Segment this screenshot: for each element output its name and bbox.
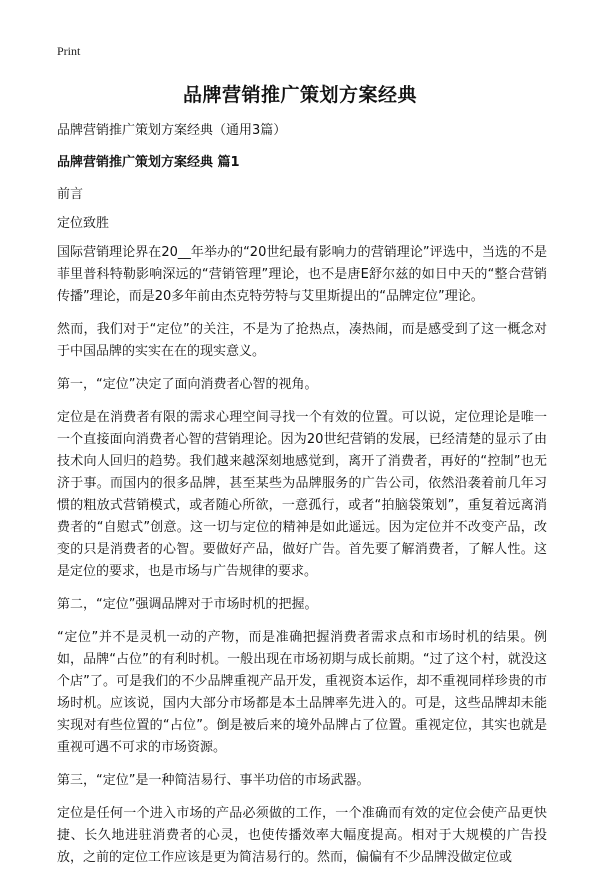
- page-title: 品牌营销推广策划方案经典: [182, 84, 417, 106]
- section-heading: 品牌营销推广策划方案经典 篇1: [57, 155, 240, 170]
- document-body: [57, 120, 547, 880]
- positioning-heading: 定位致胜: [57, 216, 110, 231]
- point-one-heading: 第一，“定位”决定了面向消费者心智的视角。: [57, 377, 318, 392]
- document-subtitle: 品牌营销推广策划方案经典（通用3篇）: [57, 123, 287, 138]
- print-link[interactable]: Print: [57, 44, 81, 58]
- paragraph-significance: 然而，我们对于“定位”的关注，不是为了抢热点，凑热闹，而是感受到了这一概念对于中国品牌的实实在在的现实意义。: [57, 322, 547, 359]
- paragraph-point-one: 定位是在消费者有限的需求心理空间寻找一个有效的位置。可以说，定位理论是唯一一个直接面向消费者心智的营销理论。因为20世纪营销的发展，已经清楚的显示了由技术向人回归的趋势。我们越来越深刻地感觉到，离开了消费者，再好的“控制”也无济于事。而国内的很多品牌，甚至某些为品牌服务的广告公司，依然沿袭着前几年习惯的粗放式营销模式，或者随心所欲，一意孤行，或者“拍脑袋策划”，重复着远离消费者的“自慰式”创意。这一切与定位的精神是如此遥远。因为定位并不改变产品，改变的只是消费者的心智。要做好产品，做好广告。首先要了解消费者，了解人性。这是定位的要求，也是市场与广告规律的要求。: [57, 410, 547, 579]
- paragraph-point-two: “定位”并不是灵机一动的产物，而是准确把握消费者需求点和市场时机的结果。例如，品牌“占位”的有利时机。一般出现在市场初期与成长前期。“过了这个村，就没这个店”了。可是我们的不少品牌重视产品开发，重视资本运作，却不重视同样珍贵的市场时机。应该说，国内大部分市场都是本土品牌率先进入的。可是，这些品牌却未能实现对有些位置的“占位”。倒是被后来的境外品牌占了位置。重视定位，其实也就是重视可遇不可求的市场资源。: [57, 630, 547, 755]
- point-two-heading: 第二，“定位”强调品牌对于市场时机的把握。: [57, 597, 318, 612]
- paragraph-point-three: 定位是任何一个进入市场的产品必须做的工作，一个准确而有效的定位会使产品更快捷、长久地进驻消费者的心灵，也使传播效率大幅度提高。相对于大规模的广告投放，之前的定位工作应该是更为简洁易行的。然而，偏偏有不少品牌没做定位或: [57, 806, 547, 865]
- paragraph-intro: 国际营销理论界在20__年举办的“20世纪最有影响力的营销理论”评选中，当选的不是菲里普科特勒影响深远的“营销管理”理论，也不是唐E舒尔兹的如日中天的“整合营销传播”理论，而是20多年前由杰克特劳特与艾里斯提出的“品牌定位”理论。: [57, 245, 547, 304]
- point-three-heading: 第三，“定位”是一种简洁易行、事半功倍的市场武器。: [57, 773, 370, 788]
- preface-heading: 前言: [57, 187, 84, 202]
